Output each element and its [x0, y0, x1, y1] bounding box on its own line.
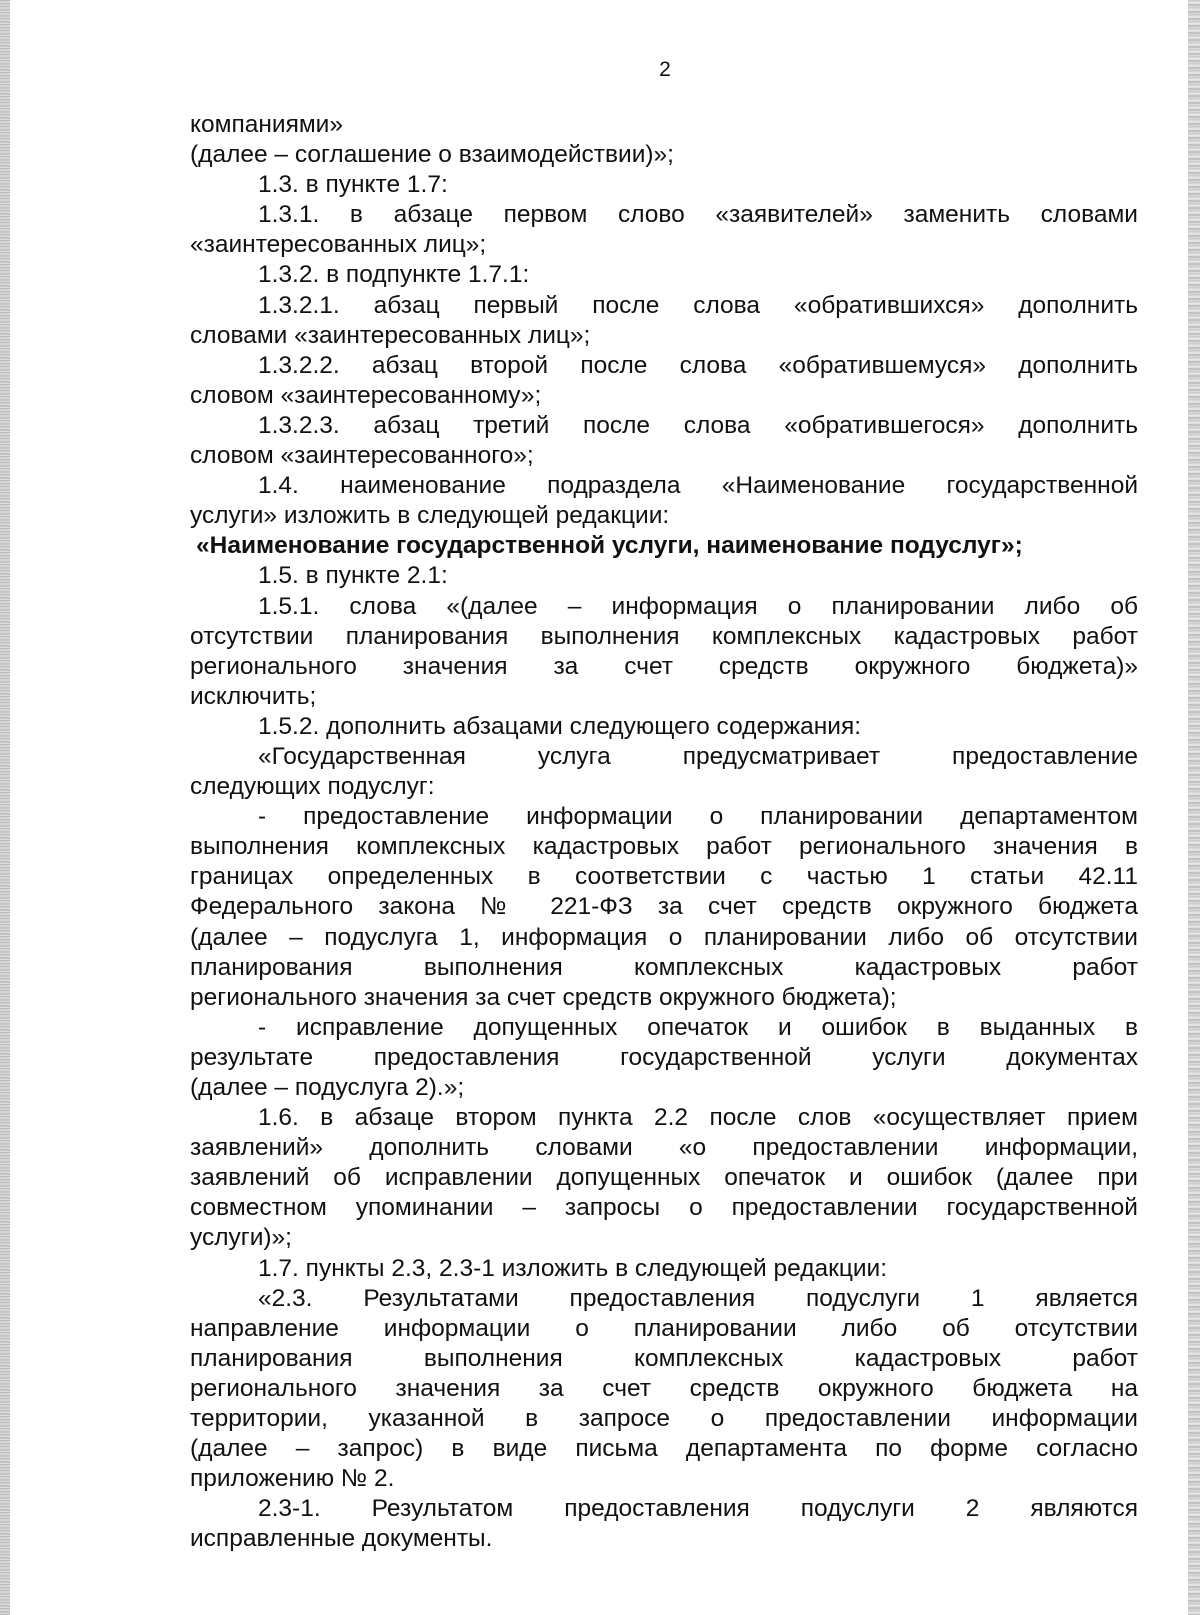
text-line: результате предоставления государственной услуги документах [190, 1043, 1138, 1071]
text-line: следующих подуслуг: [190, 773, 435, 801]
document-body [190, 110, 1138, 1555]
text-line: компаниями» [190, 111, 343, 138]
text-line: 1.3.1. в абзаце первом слово «заявителей» заменить словами [258, 201, 1138, 229]
text-line: «2.3. Результатами предоставления подуслуги 1 является [258, 1284, 1138, 1312]
text-line: 1.5.1. слова «(далее – информация о планировании либо об [258, 592, 1138, 620]
text-line: - исправление допущенных опечаток и ошибок в выданных в [258, 1013, 1138, 1041]
text-line: 1.3.2.3. абзац третий после слова «обратившегося» дополнить [258, 411, 1138, 439]
text-line: 1.3.2.1. абзац первый после слова «обратившихся» дополнить [258, 291, 1138, 319]
text-line: услуги» изложить в следующей редакции: [190, 502, 670, 530]
text-line: 1.3.2.2. абзац второй после слова «обратившемуся» дополнить [258, 351, 1138, 379]
text-line: приложению № 2. [190, 1465, 395, 1493]
text-line: заявлений» дополнить словами «о предоставлении информации, [190, 1134, 1138, 1162]
text-line: (далее – запрос) в виде письма департамента по форме согласно [190, 1435, 1138, 1463]
page-number: 2 [659, 58, 671, 81]
scan-edge-left [0, 0, 10, 1615]
text-line: 1.3. в пункте 1.7: [258, 171, 448, 199]
text-line: исправленные документы. [190, 1525, 493, 1553]
text-line: - предоставление информации о планировании департаментом [258, 803, 1138, 831]
text-line: словом «заинтересованного»; [190, 442, 534, 470]
text-line: направление информации о планировании либо об отсутствии [190, 1314, 1138, 1342]
text-line: словами «заинтересованных лиц»; [190, 321, 591, 349]
text-line: Федерального закона № 221-ФЗ за счет средств окружного бюджета [190, 893, 1138, 921]
text-line: отсутствии планирования выполнения комплексных кадастровых работ [190, 622, 1138, 650]
text-line: 1.6. в абзаце втором пункта 2.2 после слов «осуществляет прием [258, 1104, 1138, 1132]
text-line: «заинтересованных лиц»; [190, 231, 487, 259]
text-line: регионального значения за счет средств окружного бюджета на [190, 1374, 1138, 1402]
text-line: регионального значения за счет средств окружного бюджета)» [190, 652, 1138, 680]
text-line: 1.4. наименование подраздела «Наименование государственной [258, 472, 1138, 500]
text-line: 1.7. пункты 2.3, 2.3-1 изложить в следующей редакции: [258, 1254, 888, 1282]
text-line: словом «заинтересованному»; [190, 381, 542, 409]
text-line: заявлений об исправлении допущенных опечаток и ошибок (далее при [190, 1164, 1138, 1192]
text-line: 1.5. в пункте 2.1: [258, 562, 448, 590]
text-line: территории, указанной в запросе о предоставлении информации [190, 1405, 1138, 1433]
text-line: исключить; [190, 682, 317, 710]
text-line: совместном упоминании – запросы о предоставлении государственной [190, 1194, 1138, 1222]
text-line: «Государственная услуга предусматривает предоставление [258, 742, 1138, 770]
text-line: (далее – соглашение о взаимодействии)»; [190, 141, 674, 169]
subsection-heading: «Наименование государственной услуги, наименование подуслуг»; [196, 532, 1023, 560]
text-line: (далее – подуслуга 2).»; [190, 1074, 465, 1101]
text-line: 1.5.2. дополнить абзацами следующего содержания: [258, 712, 862, 740]
text-line: выполнения комплексных кадастровых работ регионального значения в [190, 833, 1138, 861]
text-line: услуги)»; [190, 1224, 292, 1252]
text-line: границах определенных в соответствии с частью 1 статьи 42.11 [190, 863, 1138, 891]
text-line: планирования выполнения комплексных кадастровых работ [190, 953, 1138, 981]
text-line: (далее – подуслуга 1, информация о планировании либо об отсутствии [190, 923, 1138, 951]
text-line: 2.3-1. Результатом предоставления подуслуги 2 являются [258, 1495, 1138, 1523]
text-line: регионального значения за счет средств окружного бюджета); [190, 983, 897, 1011]
scan-edge-right [1188, 0, 1200, 1615]
text-line: планирования выполнения комплексных кадастровых работ [190, 1344, 1138, 1372]
text-line: 1.3.2. в подпункте 1.7.1: [258, 261, 530, 289]
